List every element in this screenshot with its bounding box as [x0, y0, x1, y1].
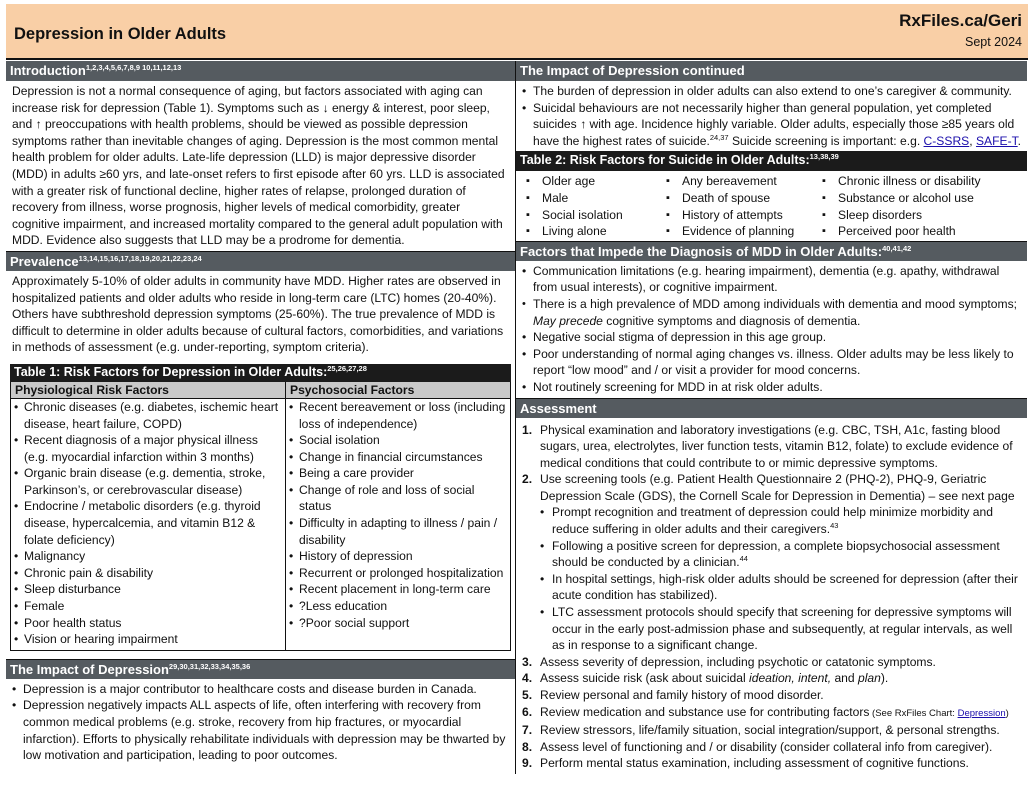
sub-list-item: • There is a high prevalence of MDD among individuals with dementia and mood symptoms; May precede cognitive symptoms and diagnosis of dementia. [520, 296, 1025, 329]
impact-list [6, 679, 515, 766]
list-item: • Vision or hearing impairment [13, 631, 283, 648]
list-item: ▪ Death of spouse [664, 190, 820, 207]
brand-name[interactable]: RxFiles.ca/Geri [899, 11, 1022, 30]
list-item: • Change in financial circumstances [288, 449, 508, 466]
list-item: • Depression negatively impacts ALL aspects of life, often interfering with recovery from common medical problems (e.g. stroke, recovery from hip fractures, or myocardial infarction). Efforts to physically rehabilitate individuals with depression may be thwarted by low motivation and participation, leading to poor outcomes. [10, 697, 513, 763]
list-item: • Suicidal behaviours are not necessarily higher than general population, yet completed suicides ↑ with age. Incidence highly variable. Older adults, especially those ≥85 years old have the highest rates of suicide.$^{24,37}$ Suicide screening is important: e.g. C-SSRS, SAFE-T. [520, 100, 1025, 150]
impede-refs: 40,41,42 [882, 243, 912, 253]
list-item: • Sleep disturbance [13, 581, 283, 598]
publication-date: Sept 2024 [965, 35, 1022, 49]
list-item: • Female [13, 598, 283, 615]
table2-title: Table 2: Risk Factors for Suicide in Older Adults:$^{13,38,39}$ [516, 151, 1027, 171]
introduction-refs: 1,2,3,4,5,6,7,8,9 10,11,12,13 [85, 63, 182, 72]
assessment-sub-item: • LTC assessment protocols should specify that screening for depressive symptoms will occur in the early post-admission phase and subsequently, at regular intervals, as well as in response to a significant change. [522, 604, 1023, 654]
impede-heading: Factors that Impede the Diagnosis of MDD in Older Adults:$^{40,41,42}$ [516, 241, 1027, 261]
left-column [6, 61, 515, 766]
list-item: • Negative social stigma of depression in this age group. [520, 329, 1025, 346]
suicide-risk-col2 [664, 173, 820, 239]
list-item: ▪ Older age [524, 173, 664, 190]
list-item: ▪ History of attempts [664, 207, 820, 224]
impact-heading: The Impact of Depression$^{29,30,31,32,33,34,35,36}$ [6, 659, 515, 679]
list-item: • Poor health status [13, 615, 283, 632]
list-item: • Recent placement in long-term care [288, 581, 508, 598]
list-item: • Being a care provider [288, 465, 508, 482]
list-item: • Depression is a major contributor to healthcare costs and disease burden in Canada. [10, 681, 513, 698]
assessment-sub-item: • Prompt recognition and treatment of depression could help minimize morbidity and reduce suffering in older adults and their caregivers.$^{43}$ [522, 504, 1023, 537]
impact-refs: 29,30,31,32,33,34,35,36 [168, 661, 251, 671]
arrow-up-icon: ↑ [35, 117, 42, 132]
assessment-step: 3. Assess severity of depression, including psychotic or catatonic symptoms. [522, 654, 936, 669]
prevalence-refs: 13,14,15,16,17,18,19,20,21,22,23,24 [78, 253, 202, 263]
assessment-list [516, 418, 1027, 774]
right-column [515, 61, 1027, 774]
suicide-risk-col3 [820, 173, 1027, 239]
prevalence-heading: Prevalence$^{13,14,15,16,17,18,19,20,21,22,23,24}$ [6, 251, 515, 271]
assessment-step: 2. Use screening tools (e.g. Patient Health Questionnaire 2 (PHQ-2), PHQ-9, Geriatric Depression Scale (GDS), the Cornell Scale for Depression in Dementia) – see next page [522, 472, 1015, 503]
list-item: • The burden of depression in older adults can also extend to one’s caregiver & community. [520, 83, 1025, 100]
assessment-step: 7. Review stressors, life/family situation, social integration/support, & personal strengths. [522, 723, 1000, 738]
table1 [10, 382, 511, 651]
assessment-step: 9. Perform mental status examination, including assessment of cognitive functions. [522, 756, 969, 771]
list-item: • Recent diagnosis of a major physical illness (e.g. myocardial infarction within 3 months) [13, 432, 283, 465]
list-item: • History of depression [288, 548, 508, 565]
list-item: • Poor understanding of normal aging changes vs. illness. Older adults may be less likely to report “low mood” and / or visit a provider for mood concerns. [520, 346, 1025, 379]
list-item: ▪ Chronic illness or disability [820, 173, 1027, 190]
assessment-heading: Assessment [516, 398, 1027, 418]
physiological-risk-list [11, 399, 285, 650]
list-item: ▪ Any bereavement [664, 173, 820, 190]
list-item: • Endocrine / metabolic disorders (e.g. thyroid disease, hypercalcemia, and vitamin B12 & folate deficiency) [13, 498, 283, 548]
introduction-heading: Introduction$^{1,2,3,4,5,6,7,8,9 10,11,12,13}$ [6, 61, 515, 81]
list-item: • Not routinely screening for MDD in at risk older adults. [520, 379, 1025, 396]
table1-col1-header: Physiological Risk Factors [11, 382, 285, 399]
list-item: • Chronic pain & disability [13, 565, 283, 582]
psychosocial-factors-list [285, 399, 510, 650]
arrow-up-icon: ↑ [580, 117, 587, 132]
assessment-step: 6. Review medication and substance use for contributing factors (See RxFiles Chart: Depression) [522, 704, 1009, 719]
table1-refs: 25,26,27,28 [327, 363, 367, 373]
assessment-sub-item: • In hospital settings, high-risk older adults should be screened for depression (after their acute condition has stabilized). [522, 571, 1023, 604]
list-item: • Recent bereavement or loss (including loss of independence) [288, 399, 508, 432]
list-item: ▪ Social isolation [524, 207, 664, 224]
assessment-sub-item: • Following a positive screen for depression, a complete biopsychosocial assessment should be conducted by a clinician.$^{44}$ [522, 538, 1023, 571]
list-item: • Malignancy [13, 548, 283, 565]
list-item: • ?Poor social support [288, 615, 508, 632]
table2 [516, 171, 1027, 240]
page-title: Depression in Older Adults [14, 25, 227, 43]
impact-continued-heading: The Impact of Depression continued [516, 61, 1027, 81]
table1-col2-header: Psychosocial Factors [285, 382, 510, 399]
list-item: • Organic brain disease (e.g. dementia, stroke, Parkinson’s, or cerebrovascular disease) [13, 465, 283, 498]
impact-continued-list [516, 81, 1027, 151]
safe-t-link[interactable]: SAFE-T [975, 133, 1018, 148]
table2-refs: 13,38,39 [809, 152, 839, 162]
c-ssrs-link[interactable]: C-SSRS [923, 133, 970, 148]
assessment-step: 8. Assess level of functioning and / or disability (consider collateral info from caregiver). [522, 739, 993, 754]
prevalence-text: Approximately 5-10% of older adults in community have MDD. Higher rates are observed in hospitalized patients and older adults who reside in long-term care (LTC) homes (20-40%). Others have subthreshold depression symptoms (25-60%). The true prevalence of MDD is difficult to determine in older adults because of cultural factors, comorbidities, and variations in methods of assessment (e.g. under-reporting, symptom criteria). [12, 273, 504, 355]
page-header [6, 4, 1028, 60]
list-item: • Communication limitations (e.g. hearing impairment), dementia (e.g. apathy, withdrawal from usual interests), or cognitive impairment. [520, 263, 1025, 296]
list-item: ▪ Living alone [524, 223, 664, 240]
assessment-step: 4. Assess suicide risk (ask about suicidal ideation, intent, and plan). [522, 671, 889, 686]
list-item: • Social isolation [288, 432, 508, 449]
list-item: ▪ Perceived poor health [820, 223, 1027, 240]
list-item: • Recurrent or prolonged hospitalization [288, 565, 508, 582]
assessment-step: 5. Review personal and family history of mood disorder. [522, 688, 824, 702]
list-item: ▪ Evidence of planning [664, 223, 820, 240]
list-item: ▪ Sleep disorders [820, 207, 1027, 224]
arrow-down-icon: ↓ [322, 100, 329, 115]
list-item: ▪ Substance or alcohol use [820, 190, 1027, 207]
list-item: • Difficulty in adapting to illness / pain / disability [288, 515, 508, 548]
assessment-step: 1. Physical examination and laboratory investigations (e.g. CBC, TSH, A1c, fasting blood sugars, urea, electrolytes, liver function tests, vitamin B12, folate) to exclude evidence of medical conditions that could contribute to or mimic depressive symptoms. [522, 422, 1013, 470]
table1-title: Table 1: Risk Factors for Depression in Older Adults:$^{25,26,27,28}$ [10, 364, 511, 382]
introduction-text: Depression is not a normal consequence of aging, but factors associated with aging can increase risk for depression (Table 1). Symptoms such as ↓ energy & interest, poor sleep, and ↑ preoccupations with health problems, should be viewed as possible depression symptoms rather than inevitable changes of aging. Depression is the most common mental health problem for older adults. Late-life depression (LLD) is major depressive disorder (MDD) in adults ≥60 yrs, and late-onset refers to first episode after 60 yrs. LLD is associated with a greater risk of functional decline, higher rates of relapse, prolonged duration of recovery from illness, worse prognosis, higher levels of medical comorbidity, greater cognitive impairment, and increased mortality compared to the general adult population with MDD. Evidence also suggests that LLD may be a prodrome for dementia. [12, 84, 505, 248]
suicide-risk-col1 [524, 173, 664, 239]
impede-list [516, 261, 1027, 398]
list-item: ▪ Male [524, 190, 664, 207]
list-item: • Change of role and loss of social status [288, 482, 508, 515]
depression-chart-link[interactable]: Depression [957, 707, 1006, 719]
list-item: • ?Less education [288, 598, 508, 615]
list-item: • Chronic diseases (e.g. diabetes, ischemic heart disease, heart failure, COPD) [13, 399, 283, 432]
